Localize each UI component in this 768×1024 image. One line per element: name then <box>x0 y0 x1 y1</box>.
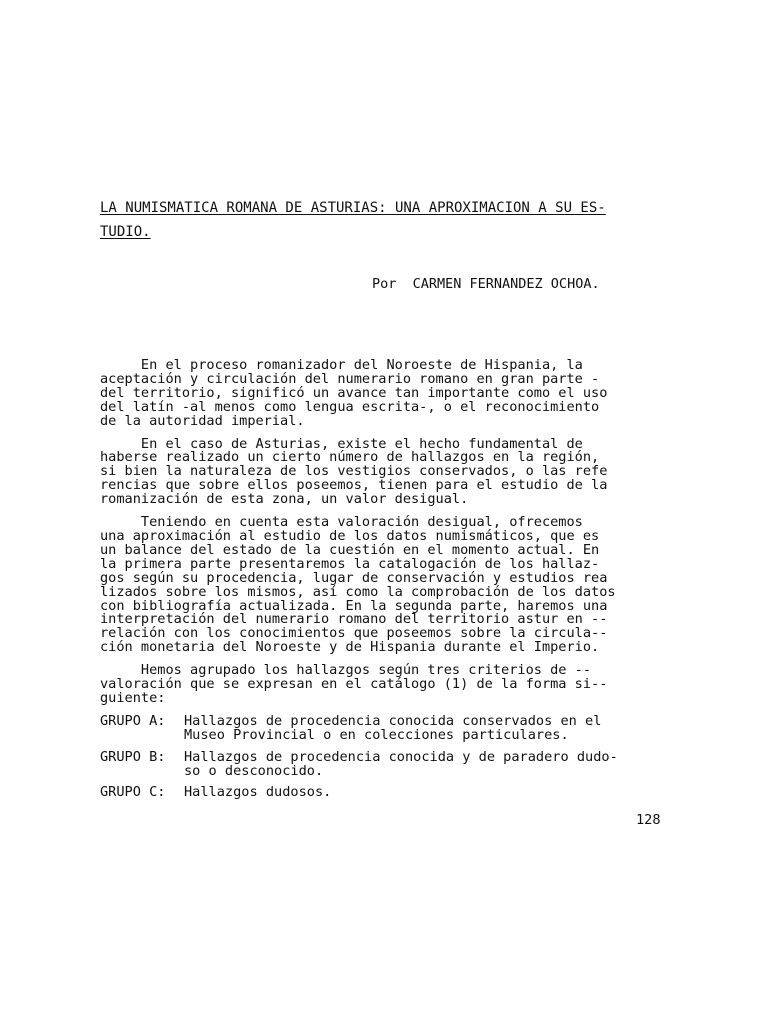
text-line: si bien la naturaleza de los vestigios conservados, o las refe <box>100 463 608 480</box>
text-line: relación con los conocimientos que poseemos sobre la circula-- <box>100 625 608 642</box>
text-line: una aproximación al estudio de los datos numismáticos, que es <box>100 527 600 544</box>
text-line: romanización de esta zona, un valor desigual. <box>100 491 469 508</box>
text-line: Hallazgos dudosos. <box>184 784 332 801</box>
text-line: aceptación y circulación del numerario romano en gran parte - <box>100 370 600 387</box>
catalog-group-c <box>100 786 665 800</box>
text-line: un balance del estado de la cuestión en el momento actual. En <box>100 541 600 558</box>
text-line: Hemos agrupado los hallazgos según tres criterios de -- <box>100 662 592 679</box>
text-line: rencias que sobre ellos poseemos, tienen para el estudio de la <box>100 477 608 494</box>
text-line: Museo Provincial o en colecciones particulares. <box>184 726 569 743</box>
group-label: GRUPO C: <box>100 784 166 801</box>
group-description <box>184 786 665 800</box>
text-line: so o desconocido. <box>184 762 324 779</box>
text-line: Hallazgos de procedencia conocida y de paradero dudo- <box>184 748 618 765</box>
text-line: guiente: <box>100 689 166 706</box>
group-label: GRUPO B: <box>100 748 166 765</box>
text-line: Teniendo en cuenta esta valoración desigual, ofrecemos <box>100 514 583 531</box>
paragraph <box>100 664 665 706</box>
catalog-group-a <box>100 712 665 743</box>
article-body <box>100 359 665 808</box>
article-author: Por CARMEN FERNANDEZ OCHOA. <box>372 276 600 292</box>
paragraph <box>100 435 665 508</box>
text-line: En el proceso romanizador del Noroeste de Hispania, la <box>100 357 583 373</box>
group-description <box>184 712 665 743</box>
paragraph <box>100 359 665 429</box>
text-line: del latín -al menos como lengua escrita-, o el reconocimiento <box>100 398 600 415</box>
page-number: 128 <box>636 812 661 828</box>
group-description <box>184 748 665 779</box>
text-line: haberse realizado un cierto número de hallazgos en la región, <box>100 449 600 466</box>
text-line: con bibliografía actualizada. En la segunda parte, haremos una <box>100 597 608 614</box>
text-line: del territorio, significó un avance tan importante como el uso <box>100 384 608 401</box>
article-title-line: TUDIO. <box>100 224 151 240</box>
text-line: ción monetaria del Noroeste y de Hispania durante el Imperio. <box>100 639 600 656</box>
article-title <box>100 196 660 244</box>
text-line: Hallazgos de procedencia conocida conservados en el <box>184 712 602 729</box>
text-line: de la autoridad imperial. <box>100 412 305 429</box>
text-line: En el caso de Asturias, existe el hecho fundamental de <box>100 435 583 452</box>
text-line: lizados sobre los mismos, así como la comprobación de los datos <box>100 583 616 600</box>
article-title-line: LA NUMISMATICA ROMANA DE ASTURIAS: UNA APROXIMACION A SU ES- <box>100 200 606 216</box>
text-line: interpretación del numerario romano del territorio astur en -- <box>100 611 608 628</box>
group-label: GRUPO A: <box>100 712 166 729</box>
catalog-group-b <box>100 748 665 779</box>
paragraph <box>100 516 665 655</box>
text-line: la primera parte presentaremos la catalogación de los hallaz- <box>100 555 600 572</box>
text-line: gos según su procedencia, lugar de conservación y estudios rea <box>100 569 608 586</box>
text-line: valoración que se expresan en el catálogo (1) de la forma si-- <box>100 676 608 693</box>
